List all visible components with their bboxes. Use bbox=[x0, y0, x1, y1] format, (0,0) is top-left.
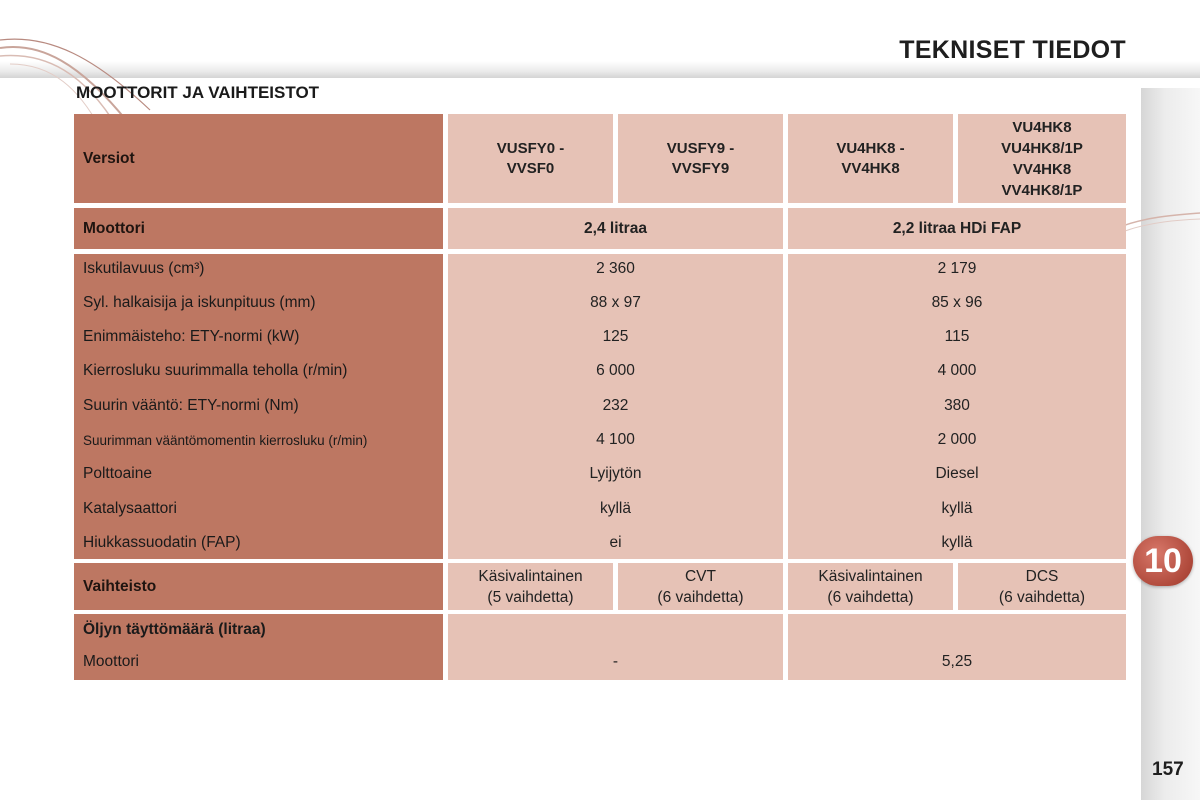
version-header: VUSFY9 - VVSFY9 bbox=[618, 114, 783, 203]
spec-row-value: 6 000 bbox=[596, 362, 635, 379]
version-header: VUSFY0 - VVSF0 bbox=[448, 114, 613, 203]
spec-row-value: 4 000 bbox=[937, 362, 977, 379]
spec-row-value: 2 000 bbox=[937, 431, 977, 448]
gearbox-value: DCS (6 vaihdetta) bbox=[958, 563, 1126, 610]
spec-row-label: Syl. halkaisija ja iskunpituus (mm) bbox=[83, 294, 316, 311]
version-header: VU4HK8 VU4HK8/1P VV4HK8 VV4HK8/1P bbox=[958, 114, 1126, 203]
spec-row-value: ei bbox=[609, 534, 622, 551]
versions-label: Versiot bbox=[74, 114, 443, 203]
spec-row-value: 232 bbox=[602, 397, 629, 414]
oil-engine-label: Moottori bbox=[83, 653, 139, 670]
spec-row-label: Katalysaattori bbox=[83, 500, 177, 517]
gearbox-value: CVT (6 vaihdetta) bbox=[618, 563, 783, 610]
spec-row-value: 88 x 97 bbox=[590, 294, 641, 311]
specs-table bbox=[74, 114, 1126, 680]
page-title: TEKNISET TIEDOT bbox=[899, 36, 1126, 64]
gearbox-value: Käsivalintainen (5 vaihdetta) bbox=[448, 563, 613, 610]
oil-value: 5,25 bbox=[941, 653, 973, 670]
spec-row-label: Enimmäisteho: ETY-normi (kW) bbox=[83, 328, 300, 345]
gearbox-label: Vaihteisto bbox=[74, 563, 443, 610]
engine-value: 2,2 litraa HDi FAP bbox=[788, 208, 1126, 249]
spec-row-value: 2 179 bbox=[937, 260, 977, 277]
spec-row-label: Suurimman vääntömomentin kierrosluku (r/min) bbox=[83, 432, 368, 448]
spec-row-value: 380 bbox=[944, 397, 970, 414]
spec-row-value: 4 100 bbox=[596, 431, 635, 448]
oil-value: - bbox=[612, 653, 619, 670]
oil-label: Öljyn täyttömäärä (litraa) bbox=[83, 621, 266, 638]
spec-row-value: kyllä bbox=[599, 500, 631, 517]
page-number: 157 bbox=[1152, 759, 1184, 780]
spec-row-value: kyllä bbox=[941, 500, 973, 517]
spec-row-value: Lyijytön bbox=[589, 465, 642, 482]
spec-row-label: Hiukkassuodatin (FAP) bbox=[83, 534, 241, 551]
engine-label: Moottori bbox=[74, 208, 443, 249]
spec-row-value: 2 360 bbox=[596, 260, 635, 277]
engine-value: 2,4 litraa bbox=[448, 208, 783, 249]
section-title: MOOTTORIT JA VAIHTEISTOT bbox=[76, 83, 320, 102]
spec-row-label: Iskutilavuus (cm³) bbox=[83, 260, 205, 277]
chapter-sidebar bbox=[1141, 88, 1200, 800]
spec-row-value: 115 bbox=[944, 328, 970, 345]
version-header: VU4HK8 - VV4HK8 bbox=[788, 114, 953, 203]
spec-row-value: 85 x 96 bbox=[931, 294, 983, 311]
spec-row-value: 125 bbox=[602, 328, 629, 345]
gearbox-value: Käsivalintainen (6 vaihdetta) bbox=[788, 563, 953, 610]
spec-row-label: Suurin vääntö: ETY-normi (Nm) bbox=[83, 397, 299, 414]
spec-row-label: Kierrosluku suurimmalla teholla (r/min) bbox=[83, 362, 348, 379]
spec-row-value: Diesel bbox=[935, 465, 979, 482]
chapter-tab[interactable]: 10 bbox=[1133, 536, 1193, 586]
spec-row-value: kyllä bbox=[941, 534, 973, 551]
spec-row-label: Polttoaine bbox=[83, 465, 152, 482]
decorative-swoosh-right bbox=[1120, 205, 1200, 235]
